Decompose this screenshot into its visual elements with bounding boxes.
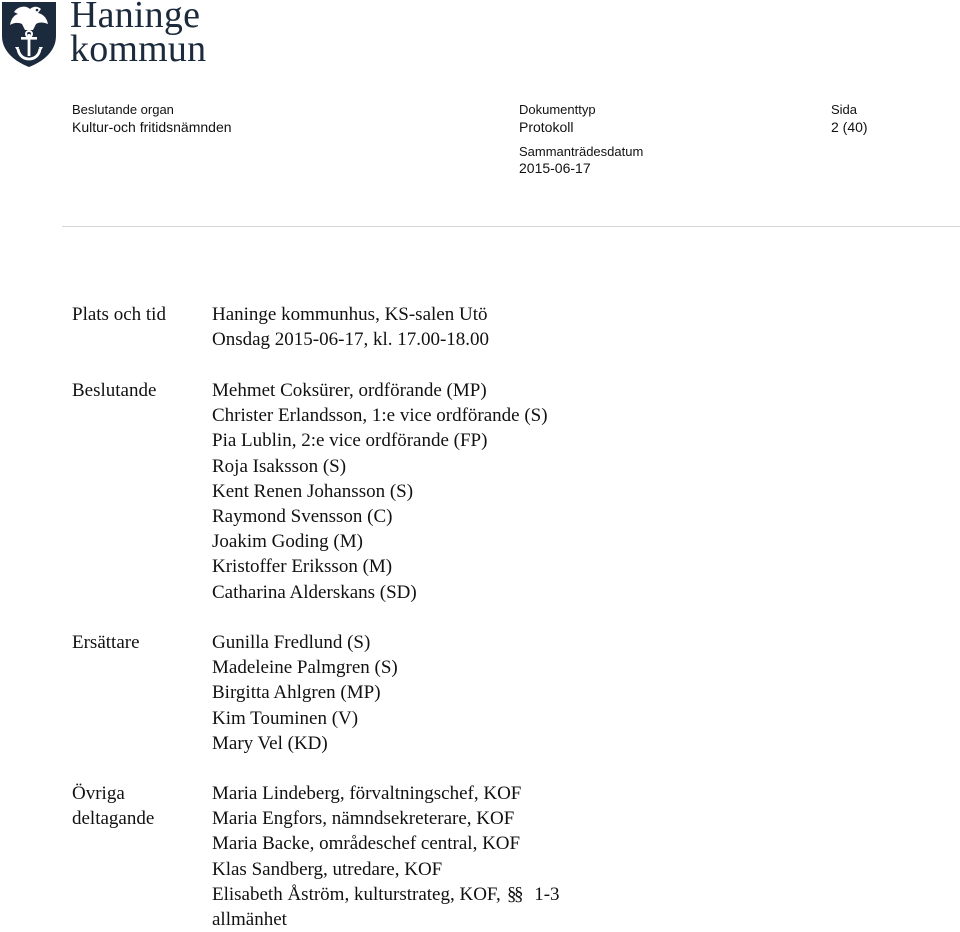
svg-text:§: §	[507, 884, 517, 903]
substitute-line: Kim Touminen (V)	[212, 707, 359, 729]
haninge-logo-wordmark	[70, 0, 207, 70]
member-line: Roja Isaksson (S)	[212, 455, 347, 477]
organ-value: Kultur-och fritidsnämnden	[72, 119, 232, 135]
substitute-line: Gunilla Fredlund (S)	[212, 632, 371, 653]
member-line: Pia Lublin, 2:e vice ordförande (FP)	[212, 430, 488, 452]
participant-line: Klas Sandberg, utredare, KOF	[212, 858, 443, 880]
member-line: Joakim Goding (M)	[212, 531, 363, 553]
member-line: Mehmet Coksürer, ordförande (MP)	[212, 380, 487, 401]
plats-line: Onsdag 2015-06-17, kl. 17.00-18.00	[212, 329, 490, 351]
member-line: Kristoffer Eriksson (M)	[212, 556, 393, 578]
participant-line: allmänhet	[212, 909, 287, 931]
plats-body	[212, 302, 952, 352]
substitute-line: Madeleine Palmgren (S)	[212, 657, 398, 679]
plats-line: Haninge kommunhus, KS-salen Utö	[212, 304, 488, 325]
plats-label: Plats och tid	[72, 304, 166, 325]
haninge-logo-shield-icon	[0, 0, 58, 68]
member-line: Christer Erlandsson, 1:e vice ordförande (S)	[212, 405, 548, 427]
participant-line: Maria Backe, områdeschef central, KOF	[212, 833, 521, 855]
beslutande-label: Beslutande	[72, 380, 157, 401]
participant-line: Maria Lindeberg, förvaltningschef, KOF	[212, 783, 522, 804]
ersattare-list	[212, 630, 952, 756]
svg-text:§: §	[514, 884, 524, 903]
ovriga-label	[72, 781, 202, 831]
page-value: 2 (40)	[831, 119, 868, 135]
page-label: Sida	[831, 102, 858, 117]
logo-line-1: Haninge	[70, 0, 201, 36]
beslutande-list	[212, 378, 952, 605]
participant-text: Elisabeth Åström, kulturstrateg, KOF,	[212, 883, 501, 905]
member-line: Kent Renen Johansson (S)	[212, 480, 414, 502]
meeting-date-value: 2015-06-17	[519, 160, 591, 176]
header-divider	[62, 226, 960, 227]
organ-label: Beslutande organ	[72, 102, 174, 117]
member-line: Raymond Svensson (C)	[212, 506, 393, 528]
participant-line-with-paragraphs	[212, 882, 952, 907]
section-sign-icon	[507, 885, 527, 903]
ovriga-label-line: deltagande	[72, 808, 155, 829]
meeting-date-label: Sammanträdesdatum	[519, 144, 644, 159]
ovriga-list	[212, 781, 952, 932]
doctype-value: Protokoll	[519, 119, 574, 135]
ovriga-label-line: Övriga	[72, 783, 125, 804]
member-line: Catharina Alderskans (SD)	[212, 581, 417, 603]
doctype-label: Dokumenttyp	[519, 102, 596, 117]
substitute-line: Birgitta Ahlgren (MP)	[212, 682, 381, 704]
logo-line-2: kommun	[70, 28, 207, 70]
paragraph-range: 1-3	[534, 883, 560, 905]
substitute-line: Mary Vel (KD)	[212, 732, 328, 754]
ersattare-label: Ersättare	[72, 632, 140, 653]
participant-line: Maria Engfors, nämndsekreterare, KOF	[212, 808, 515, 830]
